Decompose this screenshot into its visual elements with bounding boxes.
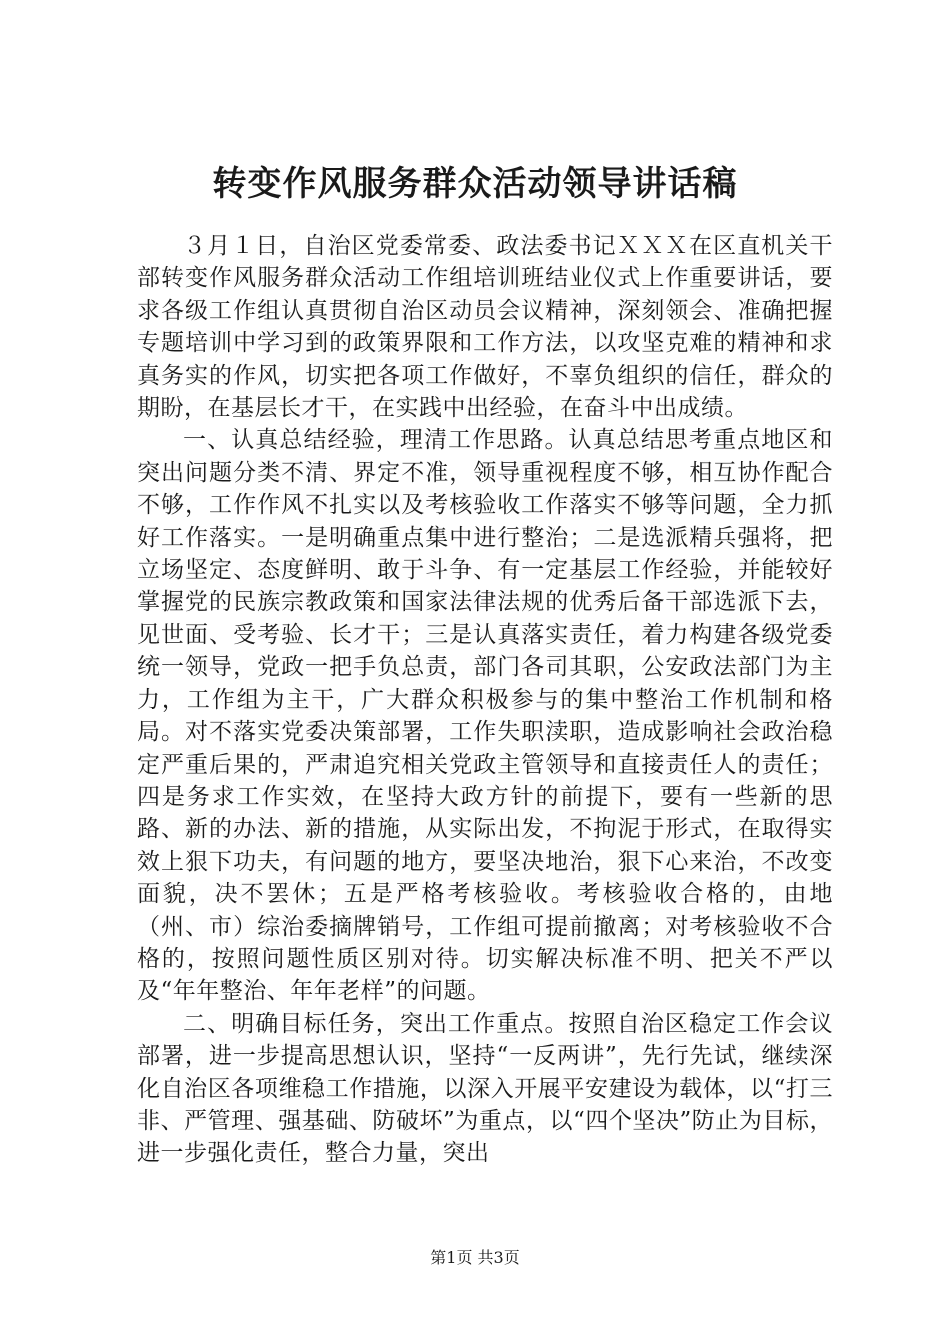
document-body xyxy=(137,230,833,1170)
page-number-footer: 第1页 共3页 xyxy=(430,1248,520,1267)
paragraph-intro: ３月１日，自治区党委常委、政法委书记ＸＸＸ在区直机关干部转变作风服务群众活动工作组培训班结业仪式上作重要讲话，要求各级工作组认真贯彻自治区动员会议精神，深刻领会、准确把握专题培训中学习到的政策界限和工作方法，以攻坚克难的精神和求真务实的作风，切实把各项工作做好，不辜负组织的信任，群众的期盼，在基层长才干，在实践中出经验，在奋斗中出成绩。 xyxy=(137,233,833,422)
paragraph-section-two: 二、明确目标任务，突出工作重点。按照自治区稳定工作会议部署，进一步提高思想认识，坚持“一反两讲”，先行先试，继续深化自治区各项维稳工作措施，以深入开展平安建设为载体，以“打三非、严管理、强基础、防破坏”为重点，以“四个坚决”防止为目标，进一步强化责任，整合力量，突出 xyxy=(137,1010,833,1167)
document-title: 转变作风服务群众活动领导讲话稿 xyxy=(212,164,738,204)
paragraph-section-one: 一、认真总结经验，理清工作思路。认真总结思考重点地区和突出问题分类不清、界定不准，领导重视程度不够，相互协作配合不够，工作作风不扎实以及考核验收工作落实不够等问题，全力抓好工作落实。一是明确重点集中进行整治；二是选派精兵强将，把立场坚定、态度鲜明、敢于斗争、有一定基层工作经验，并能较好掌握党的民族宗教政策和国家法律法规的优秀后备干部选派下去，见世面、受考验、长才干；三是认真落实责任，着力构建各级党委统一领导，党政一把手负总责，部门各司其职，公安政法部门为主力，工作组为主干，广大群众积极参与的集中整治工作机制和格局。对不落实党委决策部署，工作失职渎职，造成影响社会政治稳定严重后果的，严肃追究相关党政主管领导和直接责任人的责任；四是务求工作实效，在坚持大政方针的前提下，要有一些新的思路、新的办法、新的措施，从实际出发，不拘泥于形式，在取得实效上狠下功夫，有问题的地方，要坚决地治，狠下心来治，不改变面貌，决不罢休；五是严格考核验收。考核验收合格的，由地（州、市）综治委摘牌销号，工作组可提前撤离；对考核验收不合格的，按照问题性质区别对待。切实解决标准不明、把关不严以及“年年整治、年年老样”的问题。 xyxy=(137,427,833,1005)
